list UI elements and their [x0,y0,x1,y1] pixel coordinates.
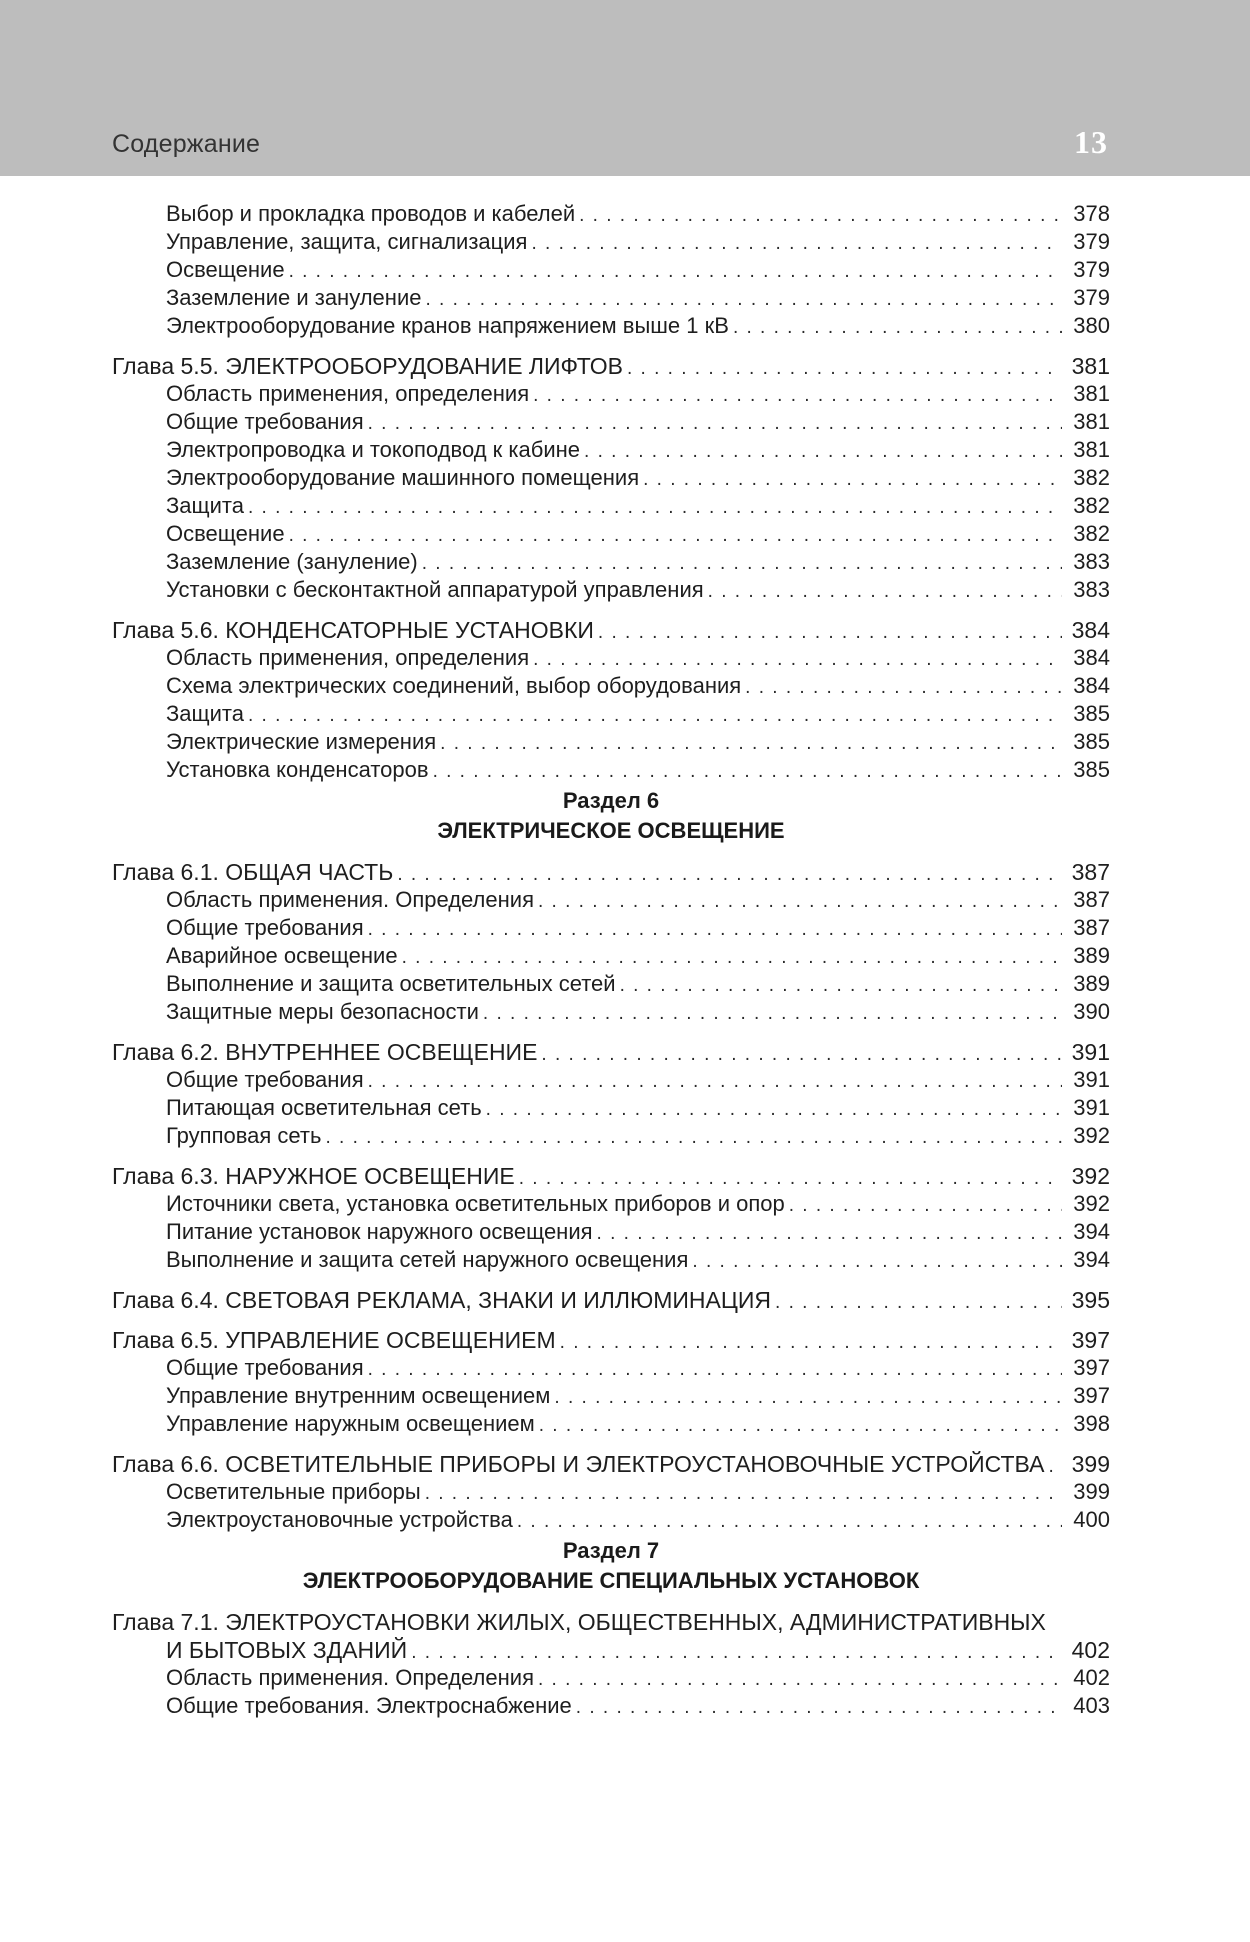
toc-entry[interactable] [112,576,1110,604]
toc-entry-label: Освещение [166,257,285,282]
dot-leader [745,674,1062,702]
dot-leader [576,1694,1062,1722]
section-7-title: ЭЛЕКТРООБОРУДОВАНИЕ СПЕЦИАЛЬНЫХ УСТАНОВОК [302,1568,920,1593]
toc-entry[interactable] [112,1506,1110,1534]
toc-entry[interactable] [112,942,1110,970]
toc-entry-label: Выбор и прокладка проводов и кабелей [166,201,576,226]
toc-chapter-title: Глава 6.3. НАРУЖНОЕ ОСВЕЩЕНИЕ [112,1163,515,1189]
toc-entry-label: Заземление и зануление [166,285,422,310]
toc-entry-label: Управление наружным освещением [166,1411,535,1436]
toc-entry[interactable] [112,1478,1110,1506]
dot-leader [598,619,1062,647]
toc-entry-page: 402 [1073,1665,1110,1690]
dot-leader [248,494,1062,522]
toc-entry-label: Электроустановочные устройства [166,1507,513,1532]
toc-entry-label: Область применения. Определения [166,1665,534,1690]
toc-entry-label: Установка конденсаторов [166,757,429,782]
header-band [0,0,1250,176]
toc-entry[interactable] [112,1410,1110,1438]
toc-entry-label: Область применения, определения [166,645,530,670]
toc-entry-label: Общие требования. Электроснабжение [166,1693,572,1718]
dot-leader [517,1508,1062,1536]
toc-entry-label: Групповая сеть [166,1123,322,1148]
toc-entry-page: 384 [1073,673,1110,698]
toc-entry-label: Осветительные приборы [166,1479,421,1504]
dot-leader [422,550,1062,578]
toc-entry[interactable] [112,436,1110,464]
toc-entry-page: 382 [1073,465,1110,490]
toc-entry[interactable] [112,970,1110,998]
toc-entry[interactable] [112,728,1110,756]
dot-leader [539,1412,1062,1440]
dot-leader [289,522,1062,550]
toc-entry-label: Управление, защита, сигнализация [166,229,528,254]
toc-entry[interactable] [112,1218,1110,1246]
toc-entry-page: 381 [1073,409,1110,434]
toc-entry-label: Защита [166,701,244,726]
toc-entry[interactable] [112,644,1110,672]
dot-leader [425,1480,1062,1508]
dot-leader [643,466,1062,494]
toc-entry-page: 379 [1073,257,1110,282]
toc-entry-page: 378 [1073,201,1110,226]
toc-entry-label: Общие требования [166,1355,364,1380]
toc-entry-page: 390 [1073,999,1110,1024]
toc-chapter-6-4[interactable] [112,1286,1110,1314]
toc-chapter-title: Глава 6.6. ОСВЕТИТЕЛЬНЫЕ ПРИБОРЫ И ЭЛЕКТРОУСТАНОВОЧНЫЕ УСТРОЙСТВА [112,1451,1045,1477]
toc-entry[interactable] [112,200,1110,228]
toc-entry-page: 381 [1073,381,1110,406]
toc-entry[interactable] [112,998,1110,1026]
toc-entry-page: 385 [1073,701,1110,726]
toc-entry-page: 391 [1073,1095,1110,1120]
toc-entry[interactable] [112,284,1110,312]
toc-entry[interactable] [112,380,1110,408]
toc-chapter-page: 395 [1071,1287,1110,1313]
toc-entry[interactable] [112,1664,1110,1692]
toc-entry[interactable] [112,1094,1110,1122]
dot-leader [397,861,1062,889]
toc-chapter-title-cont: И БЫТОВЫХ ЗДАНИЙ [166,1637,408,1663]
toc-entry-label: Схема электрических соединений, выбор оборудования [166,673,742,698]
dot-leader [248,702,1062,730]
toc-entry-page: 385 [1073,729,1110,754]
toc-entry-label: Электрические измерения [166,729,437,754]
toc-entry[interactable] [112,672,1110,700]
toc-chapter-7-1-line1[interactable] [112,1608,1110,1636]
toc-entry[interactable] [112,914,1110,942]
toc-chapter-title: Глава 6.5. УПРАВЛЕНИЕ ОСВЕЩЕНИЕМ [112,1327,556,1353]
dot-leader [708,578,1062,606]
dot-leader [627,355,1062,383]
toc-entry-page: 391 [1073,1067,1110,1092]
toc-entry[interactable] [112,520,1110,548]
toc-chapter-page: 392 [1071,1163,1110,1189]
table-of-contents [112,200,1110,1720]
toc-chapter-6-3[interactable] [112,1162,1110,1190]
dot-leader [368,410,1062,438]
toc-entry-page: 379 [1073,229,1110,254]
toc-entry-page: 381 [1073,437,1110,462]
toc-entry-page: 397 [1073,1383,1110,1408]
dot-leader [368,1068,1062,1096]
dot-leader [483,1000,1062,1028]
dot-leader [368,1356,1062,1384]
dot-leader [692,1248,1062,1276]
toc-entry-label: Питание установок наружного освещения [166,1219,593,1244]
toc-entry-page: 397 [1073,1355,1110,1380]
toc-entry-page: 394 [1073,1247,1110,1272]
dot-leader [433,758,1062,786]
toc-chapter-title: Глава 5.5. ЭЛЕКТРООБОРУДОВАНИЕ ЛИФТОВ [112,353,623,379]
toc-entry-page: 387 [1073,915,1110,940]
dot-leader [538,888,1062,916]
toc-entry-page: 389 [1073,943,1110,968]
toc-entry-page: 394 [1073,1219,1110,1244]
toc-entry[interactable] [112,1066,1110,1094]
dot-leader [554,1384,1062,1412]
toc-entry-page: 392 [1073,1123,1110,1148]
toc-entry[interactable] [112,548,1110,576]
section-6-number: Раздел 6 [562,788,660,813]
toc-entry[interactable] [112,228,1110,256]
toc-chapter-page: 399 [1071,1451,1110,1477]
toc-entry[interactable] [112,408,1110,436]
toc-entry-page: 389 [1073,971,1110,996]
toc-entry[interactable] [112,464,1110,492]
dot-leader [541,1041,1062,1069]
toc-entry-label: Защитные меры безопасности [166,999,479,1024]
toc-entry-label: Источники света, установка осветительных приборов и опор [166,1191,785,1216]
dot-leader [1048,1453,1062,1481]
dot-leader [775,1289,1062,1317]
toc-entry[interactable] [112,700,1110,728]
toc-entry-label: Общие требования [166,1067,364,1092]
dot-leader [579,202,1062,230]
toc-entry-page: 382 [1073,521,1110,546]
toc-chapter-title: Глава 6.2. ВНУТРЕННЕЕ ОСВЕЩЕНИЕ [112,1039,538,1065]
toc-entry-page: 387 [1073,887,1110,912]
dot-leader [560,1329,1062,1357]
toc-entry[interactable] [112,1382,1110,1410]
toc-chapter-title: Глава 5.6. КОНДЕНСАТОРНЫЕ УСТАНОВКИ [112,617,594,643]
toc-entry-label: Общие требования [166,409,364,434]
toc-chapter-page: 381 [1071,353,1110,379]
page-number: 13 [1074,124,1108,160]
toc-chapter-7-1-line2[interactable] [112,1636,1110,1664]
dot-leader [425,286,1062,314]
dot-leader [531,230,1062,258]
toc-chapter-page: 397 [1071,1327,1110,1353]
toc-entry[interactable] [112,1122,1110,1150]
dot-leader [368,916,1062,944]
toc-entry[interactable] [112,256,1110,284]
dot-leader [733,314,1062,342]
toc-chapter-6-6[interactable] [112,1450,1110,1478]
toc-entry-label: Защита [166,493,244,518]
toc-entry-page: 385 [1073,757,1110,782]
toc-entry-label: Выполнение и защита сетей наружного освещения [166,1247,689,1272]
toc-entry[interactable] [112,1692,1110,1720]
toc-entry-page: 383 [1073,549,1110,574]
toc-entry[interactable] [112,756,1110,784]
toc-chapter-title: Глава 6.4. СВЕТОВАЯ РЕКЛАМА, ЗНАКИ И ИЛЛЮМИНАЦИЯ [112,1287,772,1313]
toc-entry-label: Заземление (зануление) [166,549,418,574]
toc-entry-label: Аварийное освещение [166,943,398,968]
toc-chapter-title: Глава 6.1. ОБЩАЯ ЧАСТЬ [112,859,394,885]
dot-leader [533,382,1062,410]
toc-entry-label: Электрооборудование кранов напряжением выше 1 кВ [166,313,729,338]
toc-entry-page: 392 [1073,1191,1110,1216]
toc-entry-label: Электропроводка и токоподвод к кабине [166,437,581,462]
dot-leader [597,1220,1062,1248]
toc-chapter-5-6[interactable] [112,616,1110,644]
dot-leader [440,730,1062,758]
toc-entry[interactable] [112,886,1110,914]
section-7-number: Раздел 7 [562,1538,660,1563]
dot-leader [402,944,1062,972]
toc-entry-label: Питающая осветительная сеть [166,1095,482,1120]
toc-chapter-6-2[interactable] [112,1038,1110,1066]
dot-leader [538,1666,1062,1694]
toc-entry[interactable] [112,1354,1110,1382]
toc-entry-label: Выполнение и защита осветительных сетей [166,971,616,996]
dot-leader [411,1639,1062,1667]
toc-chapter-page: 384 [1071,617,1110,643]
dot-leader [533,646,1062,674]
toc-entry-page: 400 [1073,1507,1110,1532]
dot-leader [584,438,1062,466]
toc-chapter-page: 391 [1071,1039,1110,1065]
toc-entry-page: 398 [1073,1411,1110,1436]
toc-entry-label: Область применения, определения [166,381,530,406]
dot-leader [519,1165,1062,1193]
toc-entry-page: 383 [1073,577,1110,602]
toc-entry-label: Управление внутренним освещением [166,1383,551,1408]
toc-chapter-title: Глава 7.1. ЭЛЕКТРОУСТАНОВКИ ЖИЛЫХ, ОБЩЕСТВЕННЫХ, АДМИНИСТРАТИВНЫХ [112,1609,1046,1635]
running-header-title: Содержание [112,130,261,158]
toc-entry-label: Область применения. Определения [166,887,534,912]
toc-chapter-5-5[interactable] [112,352,1110,380]
toc-entry-label: Установки с бесконтактной аппаратурой управления [166,577,704,602]
toc-entry-page: 380 [1073,313,1110,338]
toc-entry-label: Электрооборудование машинного помещения [166,465,640,490]
toc-entry-page: 403 [1073,1693,1110,1718]
toc-entry-label: Освещение [166,521,285,546]
dot-leader [289,258,1062,286]
toc-entry-page: 382 [1073,493,1110,518]
toc-chapter-page: 387 [1071,859,1110,885]
toc-entry[interactable] [112,1190,1110,1218]
dot-leader [789,1192,1062,1220]
toc-entry[interactable] [112,492,1110,520]
toc-chapter-page: 402 [1071,1637,1110,1663]
toc-chapter-6-1[interactable] [112,858,1110,886]
toc-entry[interactable] [112,1246,1110,1274]
section-6-title: ЭЛЕКТРИЧЕСКОЕ ОСВЕЩЕНИЕ [437,818,785,843]
dot-leader [620,972,1062,1000]
toc-entry-label: Общие требования [166,915,364,940]
toc-chapter-6-5[interactable] [112,1326,1110,1354]
dot-leader [325,1124,1062,1152]
toc-entry-page: 379 [1073,285,1110,310]
dot-leader [486,1096,1062,1124]
toc-entry-page: 384 [1073,645,1110,670]
toc-entry[interactable] [112,312,1110,340]
toc-entry-page: 399 [1073,1479,1110,1504]
